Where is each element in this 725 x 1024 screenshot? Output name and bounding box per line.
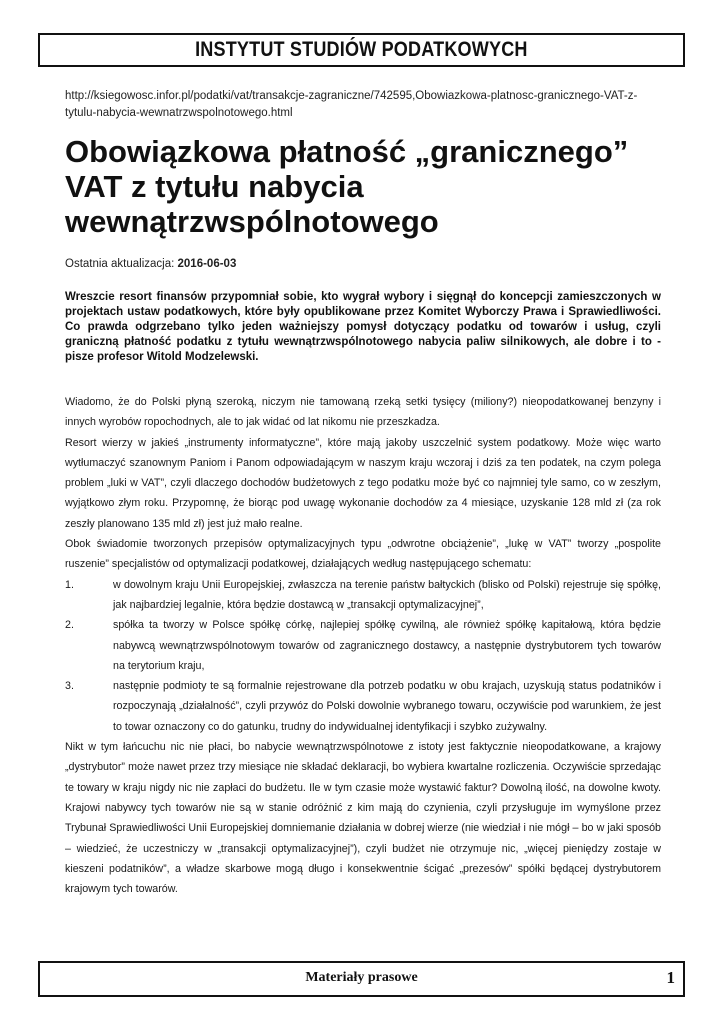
paragraph: Obok świadomie tworzonych przepisów optymalizacyjnych typu „odwrotne obciążenie”, „lukę w VAT” tworzy „pospolite ruszenie” specjalistów od optymalizacji podatkowej, działających według następującego schematu: [65,538,661,571]
last-updated-date: 2016-06-03 [177,258,237,270]
institute-title: INSTYTUT STUDIÓW PODATKOWYCH [195,38,528,61]
article-lead: Wreszcie resort finansów przypomniał sobie, kto wygrał wybory i sięgnął do koncepcji zamieszczonych w projektach ustaw podatkowych, które były opublikowane przez Komitet Wyborczy Prawa i Sprawiedliwości. Co prawda odgrzebano tylko jeden ważniejszy pomysł dotyczący podatku od towarów i usług, czyli graniczną płatność podatku z tytułu wewnątrzwspólnotowego nabycia paliw silnikowych, ale dobre i to - pisze profesor Witold Modzelewski. [65,291,661,363]
article-body [65,392,661,899]
list-item [65,676,661,737]
list-item-text: następnie podmioty te są formalnie rejestrowane dla potrzeb podatku w obu krajach, uzyskują status podatników i rozpoczynają „działalność”, czyli przywóz do Polski dowolnie wybranego towaru, oczywiście pod warunkiem, że jest to towar oznaczony co do gatunku, trudny do indywidualnej identyfikacji i szybko zużywalny. [113,680,661,733]
list-item [65,575,661,616]
list-item-number: 2. [65,619,74,632]
list-item-number: 1. [65,578,74,591]
paragraph: Resort wierzy w jakieś „instrumenty informatyczne”, które mają jakoby uszczelnić system podatkowy. Może więc warto wytłumaczyć szanownym Paniom i Panom odpowiadającym w naszym kraju wczoraj i dziś za ten podatek, na czym polega problem „luki w VAT”, czyli dlaczego dochodów budżetowych z tego podatku może być co najmniej tyle samo, co w zeszłym, wyjątkowo złym roku. Przypomnę, że biorąc pod uwagę wykonanie dochodów za 4 miesiące, uzyskanie 128 mld zł (za rok zeszły planowano 135 mld zł) jest już mało realne. [65,436,661,530]
footer-box [38,961,685,997]
header-box [38,33,685,67]
list-item [65,615,661,676]
list-item-text: spółka ta tworzy w Polsce spółkę córkę, najlepiej spółkę cywilną, ale również spółkę kapitałową, która będzie nabywcą wewnątrzwspólnotowym towarów od zagranicznego dostawcy, a następnie dystrybutorem tych towarów na terytorium kraju, [113,619,661,672]
paragraph: Wiadomo, że do Polski płyną szeroką, niczym nie tamowaną rzeką setki tysięcy (miliony?) nieopodatkowanej benzyny i innych wyrobów ropochodnych, ale to jak widać od lat nikomu nie przeszkadza. [65,396,661,429]
last-updated [65,258,236,270]
paragraph: Nikt w tym łańcuchu nic nie płaci, bo nabycie wewnątrzwspólnotowe z istoty jest faktycznie nieopodatkowane, a krajowy „dystrybutor” może nawet przez trzy miesiące nie składać deklaracji, bo wybiera kwartalne rozliczenia. Oczywiście sprzedając te towary w kraju nigdy nic nie zapłaci do budżetu. Ile w tym czasie może wystawić faktur? Dowolną ilość, na dowolne kwoty. Krajowi nabywcy tych towarów nie są w stanie odróżnić z kim mają do czynienia, czyli przysługuje im wymyślone przez Trybunał Sprawiedliwości Unii Europejskiej domniemanie działania w dobrej wierze (nie wiedział i nie mógł – bo w jaki sposób – wiedzieć, że uczestniczy w „transakcji optymalizacyjnej”), czyli budżet nie otrzymuje nic, „więcej pieniędzy zostaje w kieszeni podatników”, a władze skarbowe mogą długo i konsekwentnie ścigać „prezesów” spółki będącej dystrybutorem krajowym tych towarów. [65,741,661,896]
list-item-number: 3. [65,680,74,693]
source-url[interactable]: http://ksiegowosc.infor.pl/podatki/vat/transakcje-zagraniczne/742595,Obowiazkowa-platnosc-granicznego-VAT-z-tytulu-nabycia-wewnatrzwspolnotowego.html [65,90,638,119]
footer-label: Materiały prasowe [305,970,418,985]
page-number: 1 [666,968,675,987]
last-updated-label: Ostatnia aktualizacja: [65,258,175,270]
scheme-list [65,575,661,737]
article-title: Obowiązkowa płatność „granicznego” VAT z tytułu nabycia wewnątrzwspólnotowego [65,134,629,239]
list-item-text: w dowolnym kraju Unii Europejskiej, zwłaszcza na terenie państw bałtyckich (blisko od Polski) rejestruje się spółkę, jak najbardziej legalnie, która będzie dostawcą w „transakcji optymalizacyjnej”, [113,578,661,611]
